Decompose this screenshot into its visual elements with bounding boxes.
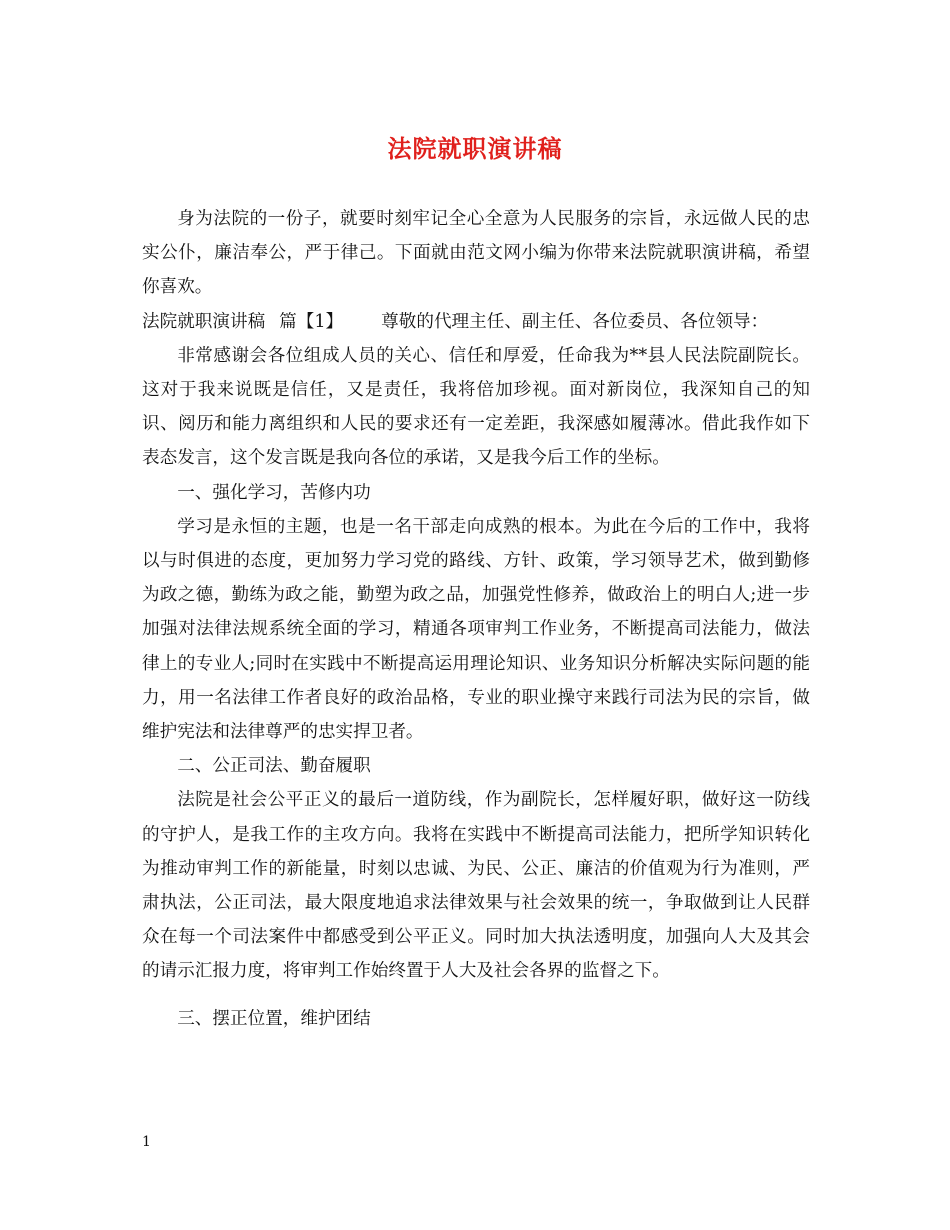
salutation: 尊敬的代理主任、副主任、各位委员、各位领导： (381, 311, 769, 332)
page-number: 1 (142, 1134, 151, 1150)
heading-3: 三、摆正位置，维护团结 (177, 1008, 371, 1029)
section-number: 篇【1】 (279, 311, 344, 332)
document-body (142, 202, 810, 1036)
paragraph-1: 非常感谢会各位组成人员的关心、信任和厚爱，任命我为**县人民法院副院长。这对于我来说既是信任，又是责任，我将倍加珍视。面对新岗位，我深知自己的知识、阅历和能力离组织和人民的要求还有一定差距，我深感如履薄冰。借此我作如下表态发言，这个发言既是我向各位的承诺，又是我今后工作的坐标。 (142, 345, 810, 469)
section-label: 法院就职演讲稿 (142, 311, 266, 332)
heading-1: 一、强化学习，苦修内功 (177, 482, 371, 503)
intro-paragraph: 身为法院的一份子，就要时刻牢记全心全意为人民服务的宗旨，永远做人民的忠实公仆，廉洁奉公，严于律己。下面就由范文网小编为你带来法院就职演讲稿，希望你喜欢。 (142, 209, 810, 298)
section-intro-line (142, 305, 810, 339)
document-title: 法院就职演讲稿 (387, 134, 563, 163)
heading-2: 二、公正司法、勤奋履职 (177, 756, 371, 777)
paragraph-2: 学习是永恒的主题，也是一名干部走向成熟的根本。为此在今后的工作中，我将以与时俱进的态度，更加努力学习党的路线、方针、政策，学习领导艺术，做到勤修为政之德，勤练为政之能，勤塑为政之品，加强党性修养，做政治上的明白人;进一步加强对法律法规系统全面的学习，精通各项审判工作业务，不断提高司法能力，做法律上的专业人;同时在实践中不断提高运用理论知识、业务知识分析解决实际问题的能力，用一名法律工作者良好的政治品格，专业的职业操守来践行司法为民的宗旨，做维护宪法和法律尊严的忠实捍卫者。 (142, 516, 810, 743)
paragraph-3: 法院是社会公平正义的最后一道防线，作为副院长，怎样履好职，做好这一防线的守护人，是我工作的主攻方向。我将在实践中不断提高司法能力，把所学知识转化为推动审判工作的新能量，时刻以忠诚、为民、公正、廉洁的价值观为行为准则，严肃执法，公正司法，最大限度地追求法律效果与社会效果的统一，争取做到让人民群众在每一个司法案件中都感受到公平正义。同时加大执法透明度，加强向人大及其会的请示汇报力度，将审判工作始终置于人大及社会各界的监督之下。 (142, 790, 810, 982)
